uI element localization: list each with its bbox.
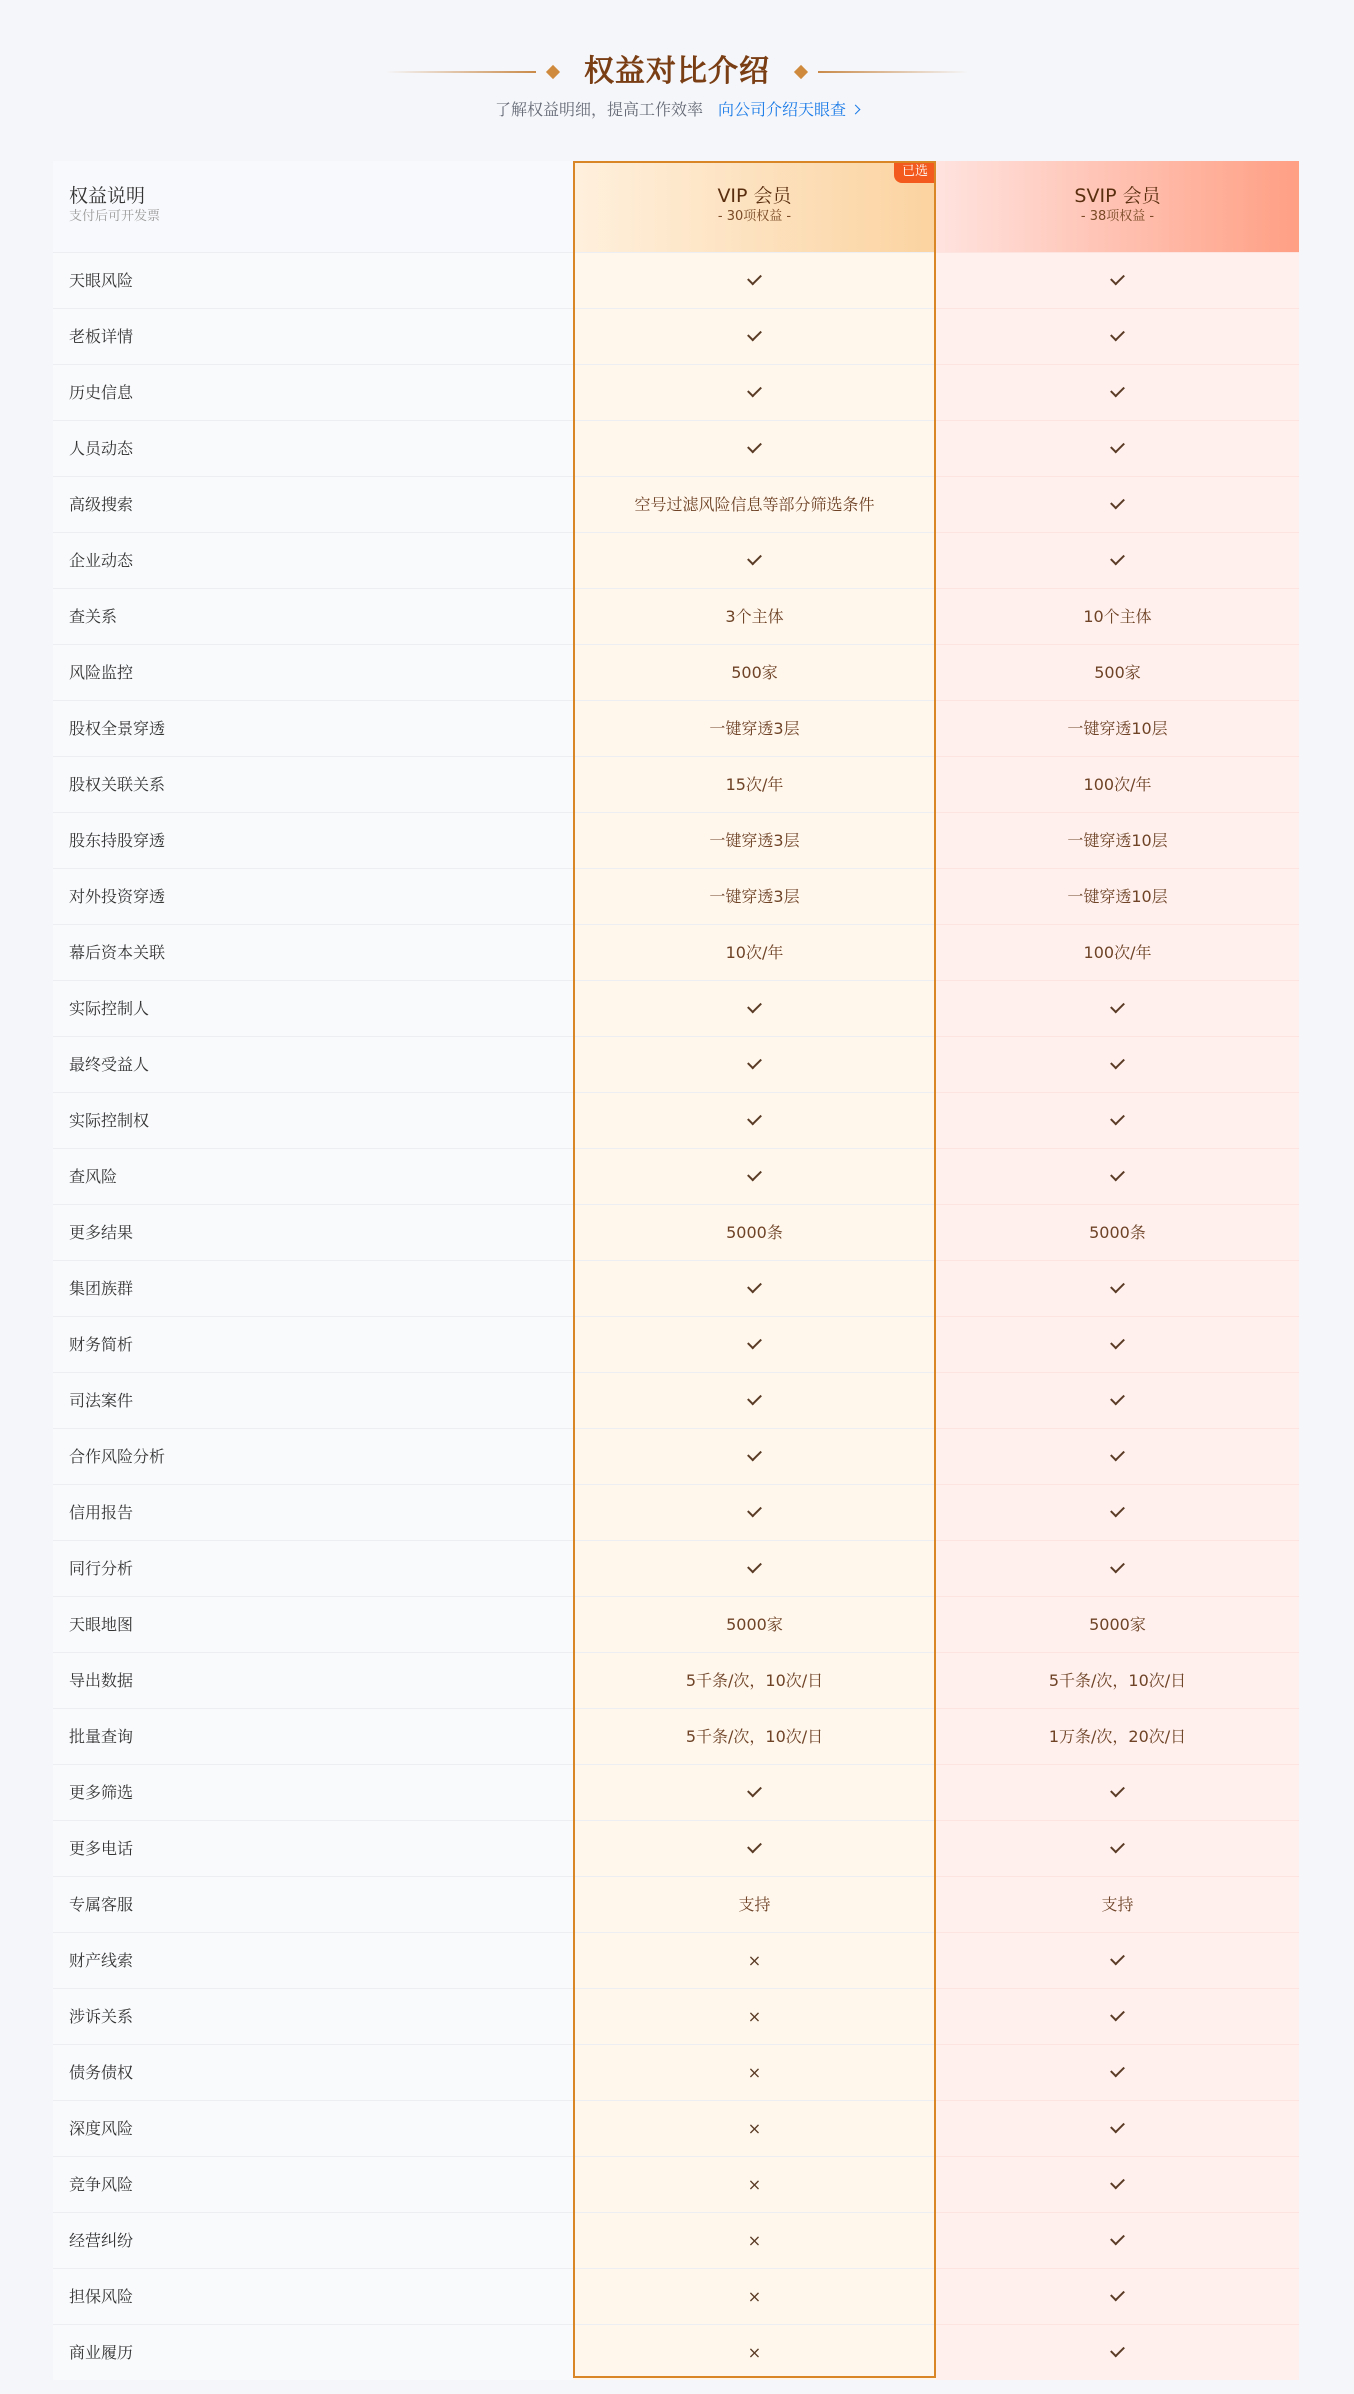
check-icon xyxy=(1110,2231,1125,2246)
intro-link[interactable] xyxy=(718,100,859,119)
table-row xyxy=(53,812,1299,868)
svip-benefit-value: 一键穿透10层 xyxy=(936,700,1299,756)
vip-benefit-value xyxy=(573,1989,936,2044)
svip-benefit-value: 5千条/次，10次/日 xyxy=(936,1652,1299,1708)
benefit-name: 天眼地图 xyxy=(53,1597,573,1652)
table-body xyxy=(53,252,1299,2380)
benefit-name: 查风险 xyxy=(53,1149,573,1204)
vip-benefit-value: 10次/年 xyxy=(573,925,936,980)
cross-icon: × xyxy=(747,2287,762,2306)
table-row xyxy=(53,2156,1299,2212)
subtitle-bar xyxy=(0,98,1354,122)
table-row xyxy=(53,1932,1299,1988)
svip-benefit-value xyxy=(936,1372,1299,1428)
svip-benefit-value xyxy=(936,252,1299,308)
benefit-name: 对外投资穿透 xyxy=(53,869,573,924)
table-row xyxy=(53,644,1299,700)
svip-plan-name: SVIP 会员 xyxy=(1074,185,1161,207)
vip-benefit-value: 5千条/次，10次/日 xyxy=(573,1653,936,1708)
benefit-name: 高级搜索 xyxy=(53,477,573,532)
vip-benefit-value: 5000家 xyxy=(573,1597,936,1652)
table-row xyxy=(53,1596,1299,1652)
vip-benefit-value xyxy=(573,1093,936,1148)
table-row xyxy=(53,2100,1299,2156)
benefit-name: 历史信息 xyxy=(53,365,573,420)
table-row xyxy=(53,2268,1299,2324)
table-row xyxy=(53,1540,1299,1596)
table-row xyxy=(53,924,1299,980)
vip-plan-header[interactable] xyxy=(573,161,936,252)
check-icon xyxy=(1110,1111,1125,1126)
benefit-name: 幕后资本关联 xyxy=(53,925,573,980)
check-icon xyxy=(1110,1951,1125,1966)
vip-benefit-value xyxy=(573,1933,936,1988)
svip-benefit-value: 5000条 xyxy=(936,1204,1299,1260)
benefit-name: 股权全景穿透 xyxy=(53,701,573,756)
title-decor-line-right xyxy=(818,71,968,73)
svip-plan-count: - 38项权益 - xyxy=(1080,209,1155,224)
svip-benefit-value xyxy=(936,1428,1299,1484)
table-row xyxy=(53,1652,1299,1708)
svip-benefit-value xyxy=(936,1988,1299,2044)
benefit-name: 批量查询 xyxy=(53,1709,573,1764)
table-row xyxy=(53,308,1299,364)
svip-benefit-value xyxy=(936,1092,1299,1148)
vip-plan-count: - 30项权益 - xyxy=(717,209,792,224)
header-label-subtitle: 支付后可开发票 xyxy=(69,209,161,224)
vip-benefit-value xyxy=(573,309,936,364)
benefit-name: 同行分析 xyxy=(53,1541,573,1596)
title-bar xyxy=(0,50,1354,94)
svip-benefit-value xyxy=(936,2324,1299,2380)
svip-benefit-value xyxy=(936,2212,1299,2268)
vip-benefit-value: 3个主体 xyxy=(573,589,936,644)
svip-benefit-value xyxy=(936,420,1299,476)
check-icon xyxy=(1110,2287,1125,2302)
check-icon xyxy=(747,1783,762,1798)
table-row xyxy=(53,420,1299,476)
page-title: 权益对比介绍 xyxy=(584,54,770,89)
title-decor-line-left xyxy=(386,71,536,73)
vip-benefit-value: 支持 xyxy=(573,1877,936,1932)
cross-icon: × xyxy=(747,1951,762,1970)
chevron-right-icon xyxy=(851,105,861,115)
check-icon xyxy=(1110,2007,1125,2022)
svip-benefit-value xyxy=(936,364,1299,420)
vip-benefit-value: 500家 xyxy=(573,645,936,700)
check-icon xyxy=(747,551,762,566)
table-row xyxy=(53,756,1299,812)
header-label-title: 权益说明 xyxy=(69,185,146,207)
vip-benefit-value xyxy=(573,1317,936,1372)
check-icon xyxy=(1110,2175,1125,2190)
check-icon xyxy=(1110,1335,1125,1350)
intro-link-label: 向公司介绍天眼查 xyxy=(718,100,847,119)
svip-benefit-value: 1万条/次，20次/日 xyxy=(936,1708,1299,1764)
vip-benefit-value xyxy=(573,365,936,420)
table-row xyxy=(53,1708,1299,1764)
check-icon xyxy=(747,1559,762,1574)
cross-icon: × xyxy=(747,2343,762,2362)
svip-benefit-value xyxy=(936,1484,1299,1540)
table-row xyxy=(53,1204,1299,1260)
benefit-name: 更多筛选 xyxy=(53,1765,573,1820)
vip-benefit-value xyxy=(573,1485,936,1540)
selected-badge: 已选 xyxy=(894,161,936,183)
vip-benefit-value: 5千条/次，10次/日 xyxy=(573,1709,936,1764)
table-row xyxy=(53,2044,1299,2100)
check-icon xyxy=(1110,1839,1125,1854)
benefit-name: 股权关联关系 xyxy=(53,757,573,812)
vip-benefit-value: 空号过滤风险信息等部分筛选条件 xyxy=(573,477,936,532)
benefit-name: 查关系 xyxy=(53,589,573,644)
svip-benefit-value: 100次/年 xyxy=(936,756,1299,812)
benefit-name: 信用报告 xyxy=(53,1485,573,1540)
svip-benefit-value: 5000家 xyxy=(936,1596,1299,1652)
check-icon xyxy=(747,439,762,454)
svip-benefit-value xyxy=(936,2268,1299,2324)
benefit-name: 司法案件 xyxy=(53,1373,573,1428)
vip-benefit-value xyxy=(573,533,936,588)
svip-benefit-value: 一键穿透10层 xyxy=(936,812,1299,868)
vip-benefit-value xyxy=(573,2213,936,2268)
table-row xyxy=(53,1988,1299,2044)
svip-benefit-value xyxy=(936,1764,1299,1820)
svip-benefit-value xyxy=(936,1036,1299,1092)
vip-benefit-value xyxy=(573,2101,936,2156)
check-icon xyxy=(747,1839,762,1854)
svip-benefit-value: 100次/年 xyxy=(936,924,1299,980)
svip-benefit-value xyxy=(936,1148,1299,1204)
check-icon xyxy=(1110,999,1125,1014)
vip-benefit-value xyxy=(573,2157,936,2212)
check-icon xyxy=(747,1335,762,1350)
table-header xyxy=(53,161,1299,252)
vip-benefit-value: 一键穿透3层 xyxy=(573,701,936,756)
check-icon xyxy=(1110,1055,1125,1070)
benefit-name: 实际控制人 xyxy=(53,981,573,1036)
benefit-name: 股东持股穿透 xyxy=(53,813,573,868)
svip-benefit-value xyxy=(936,2044,1299,2100)
check-icon xyxy=(747,1447,762,1462)
check-icon xyxy=(1110,1559,1125,1574)
table-row xyxy=(53,2212,1299,2268)
table-row xyxy=(53,2324,1299,2380)
header-label-cell xyxy=(53,161,573,252)
vip-benefit-value xyxy=(573,981,936,1036)
svip-benefit-value xyxy=(936,1932,1299,1988)
check-icon xyxy=(747,999,762,1014)
svip-benefit-value xyxy=(936,1540,1299,1596)
vip-benefit-value: 15次/年 xyxy=(573,757,936,812)
vip-benefit-value xyxy=(573,1261,936,1316)
vip-benefit-value xyxy=(573,2325,936,2380)
vip-benefit-value xyxy=(573,1037,936,1092)
check-icon xyxy=(1110,495,1125,510)
benefit-name: 债务债权 xyxy=(53,2045,573,2100)
check-icon xyxy=(747,1111,762,1126)
table-row xyxy=(53,364,1299,420)
vip-benefit-value xyxy=(573,421,936,476)
check-icon xyxy=(1110,1503,1125,1518)
cross-icon: × xyxy=(747,2175,762,2194)
vip-benefit-value: 一键穿透3层 xyxy=(573,813,936,868)
svip-plan-header[interactable] xyxy=(936,161,1299,252)
table-row xyxy=(53,1484,1299,1540)
benefit-name: 最终受益人 xyxy=(53,1037,573,1092)
table-row xyxy=(53,1820,1299,1876)
vip-benefit-value xyxy=(573,1149,936,1204)
svip-benefit-value xyxy=(936,1260,1299,1316)
vip-benefit-value xyxy=(573,1765,936,1820)
svip-benefit-value: 一键穿透10层 xyxy=(936,868,1299,924)
benefit-name: 担保风险 xyxy=(53,2269,573,2324)
check-icon xyxy=(747,327,762,342)
benefit-name: 财产线索 xyxy=(53,1933,573,1988)
benefit-name: 导出数据 xyxy=(53,1653,573,1708)
check-icon xyxy=(1110,2063,1125,2078)
table-row xyxy=(53,1260,1299,1316)
benefit-name: 人员动态 xyxy=(53,421,573,476)
benefit-name: 集团族群 xyxy=(53,1261,573,1316)
cross-icon: × xyxy=(747,2231,762,2250)
check-icon xyxy=(1110,1167,1125,1182)
benefit-name: 合作风险分析 xyxy=(53,1429,573,1484)
table-row xyxy=(53,532,1299,588)
vip-benefit-value xyxy=(573,2269,936,2324)
svip-benefit-value: 500家 xyxy=(936,644,1299,700)
diamond-icon xyxy=(546,65,560,79)
svip-benefit-value: 10个主体 xyxy=(936,588,1299,644)
table-row xyxy=(53,1372,1299,1428)
check-icon xyxy=(747,271,762,286)
table-row xyxy=(53,1092,1299,1148)
check-icon xyxy=(747,1167,762,1182)
benefit-name: 实际控制权 xyxy=(53,1093,573,1148)
check-icon xyxy=(747,1055,762,1070)
benefit-name: 专属客服 xyxy=(53,1877,573,1932)
benefit-comparison-table xyxy=(53,161,1299,2380)
table-row xyxy=(53,1428,1299,1484)
vip-benefit-value xyxy=(573,1541,936,1596)
svip-benefit-value xyxy=(936,532,1299,588)
benefit-name: 天眼风险 xyxy=(53,253,573,308)
vip-benefit-value xyxy=(573,1429,936,1484)
table-row xyxy=(53,1876,1299,1932)
cross-icon: × xyxy=(747,2063,762,2082)
check-icon xyxy=(1110,1391,1125,1406)
benefit-name: 深度风险 xyxy=(53,2101,573,2156)
check-icon xyxy=(1110,327,1125,342)
vip-benefit-value: 5000条 xyxy=(573,1205,936,1260)
table-row xyxy=(53,868,1299,924)
page-subtitle: 了解权益明细，提高工作效率 xyxy=(494,100,703,119)
check-icon xyxy=(1110,2343,1125,2358)
benefit-name: 企业动态 xyxy=(53,533,573,588)
svip-benefit-value xyxy=(936,2156,1299,2212)
table-row xyxy=(53,1316,1299,1372)
table-row xyxy=(53,1148,1299,1204)
check-icon xyxy=(747,1503,762,1518)
vip-benefit-value xyxy=(573,2045,936,2100)
check-icon xyxy=(1110,1279,1125,1294)
table-row xyxy=(53,700,1299,756)
table-row xyxy=(53,588,1299,644)
check-icon xyxy=(1110,439,1125,454)
check-icon xyxy=(1110,2119,1125,2134)
vip-benefit-value xyxy=(573,1821,936,1876)
svip-benefit-value xyxy=(936,980,1299,1036)
cross-icon: × xyxy=(747,2007,762,2026)
svip-benefit-value: 支持 xyxy=(936,1876,1299,1932)
benefit-name: 经营纠纷 xyxy=(53,2213,573,2268)
vip-benefit-value: 一键穿透3层 xyxy=(573,869,936,924)
benefit-name: 老板详情 xyxy=(53,309,573,364)
benefit-name: 财务简析 xyxy=(53,1317,573,1372)
benefit-name: 风险监控 xyxy=(53,645,573,700)
cross-icon: × xyxy=(747,2119,762,2138)
benefit-name: 涉诉关系 xyxy=(53,1989,573,2044)
vip-benefit-value xyxy=(573,1373,936,1428)
benefit-name: 竞争风险 xyxy=(53,2157,573,2212)
svip-benefit-value xyxy=(936,1820,1299,1876)
check-icon xyxy=(1110,383,1125,398)
table-row xyxy=(53,252,1299,308)
vip-benefit-value xyxy=(573,253,936,308)
check-icon xyxy=(1110,1783,1125,1798)
check-icon xyxy=(1110,1447,1125,1462)
vip-plan-name: VIP 会员 xyxy=(717,185,792,207)
svip-benefit-value xyxy=(936,1316,1299,1372)
benefit-name: 更多结果 xyxy=(53,1205,573,1260)
svip-benefit-value xyxy=(936,308,1299,364)
check-icon xyxy=(1110,551,1125,566)
check-icon xyxy=(747,383,762,398)
svip-benefit-value xyxy=(936,2100,1299,2156)
check-icon xyxy=(747,1279,762,1294)
diamond-icon xyxy=(794,65,808,79)
table-row xyxy=(53,1036,1299,1092)
table-row xyxy=(53,476,1299,532)
benefit-name: 商业履历 xyxy=(53,2325,573,2380)
benefit-name: 更多电话 xyxy=(53,1821,573,1876)
check-icon xyxy=(747,1391,762,1406)
table-row xyxy=(53,980,1299,1036)
table-row xyxy=(53,1764,1299,1820)
check-icon xyxy=(1110,271,1125,286)
svip-benefit-value xyxy=(936,476,1299,532)
